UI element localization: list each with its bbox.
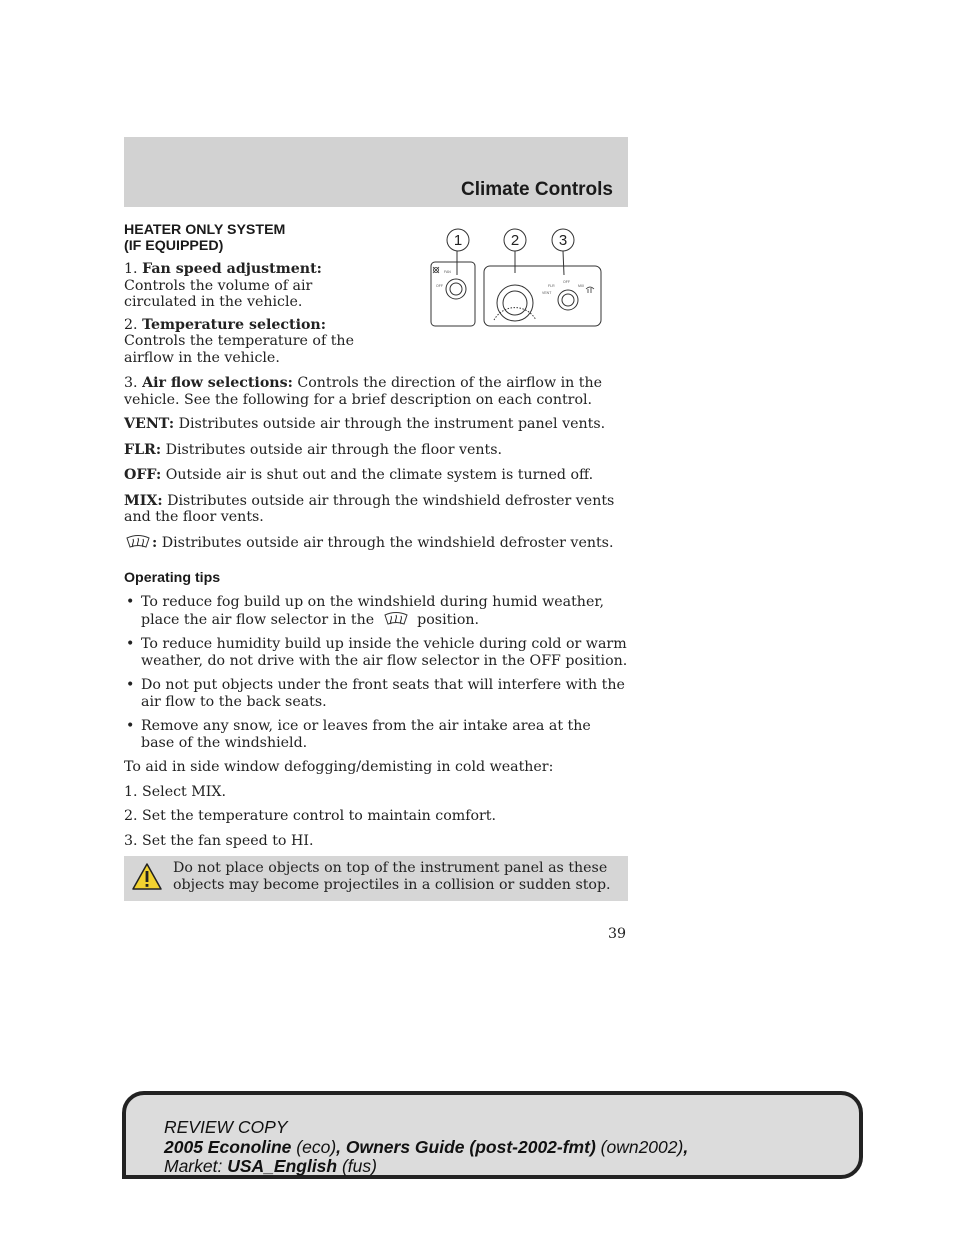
fan-symbol-icon [433, 267, 439, 273]
fan-knob [446, 279, 466, 299]
footer-text: REVIEW COPY 2005 Econoline (eco), Owners Guide (post-2002-fmt) (own2002), Market: USA_English (fus) [164, 1117, 689, 1176]
airflow-block [124, 375, 628, 551]
svg-text:2: 2 [510, 232, 520, 249]
mode-defrost: : Distributes outside air through the windshield defroster vents. [124, 534, 628, 552]
warning-text: Do not place objects on top of the instrument panel as these objects may become projectiles in a collision or sudden stop. [173, 860, 611, 893]
mode-off: OFF: Outside air is shut out and the climate system is turned off. [124, 467, 594, 483]
mode-vent: VENT: Distributes outside air through the instrument panel vents. [124, 416, 606, 432]
temperature-knob [497, 285, 533, 321]
svg-text:OFF: OFF [436, 284, 443, 288]
page-number: 39 [608, 926, 627, 942]
defrost-icon [379, 611, 413, 627]
defog-step-3: 3. Set the fan speed to HI. [124, 832, 314, 849]
warning-triangle-icon [131, 862, 163, 892]
svg-text:1: 1 [453, 232, 463, 249]
system-heading: HEATER ONLY SYSTEM (IF EQUIPPED) [124, 222, 286, 254]
svg-text:VENT: VENT [542, 291, 552, 295]
review-copy-footer [122, 1091, 863, 1179]
intro-block [124, 222, 414, 366]
section-header-band [124, 137, 628, 207]
mode-mix: MIX: Distributes outside air through the windshield defroster vents and the floor vents. [124, 492, 615, 525]
tip-fog: • To reduce fog build up on the windshield during humid weather, place the air flow selector in the position. [126, 594, 605, 628]
defog-intro: To aid in side window defogging/demisting in cold weather: [124, 759, 554, 775]
heater-controls-diagram [428, 225, 606, 330]
item-temperature: 2. Temperature selection: Controls the temperature of the airflow in the vehicle. [124, 316, 354, 366]
defog-step-2: 2. Set the temperature control to maintain comfort. [124, 808, 497, 824]
item-fan-speed: 1. Fan speed adjustment: Controls the volume of air circulated in the vehicle. [124, 261, 322, 310]
tip-humidity: • To reduce humidity build up inside the vehicle during cold or warm weather, do not drive with the air flow selector in the OFF position. [126, 636, 628, 669]
temp-airflow-panel [484, 266, 601, 326]
tip-seats: • Do not put objects under the front seats that will interfere with the air flow to the back seats. [126, 677, 625, 710]
svg-text:MIX: MIX [578, 284, 585, 288]
defrost-icon [124, 534, 152, 550]
defrost-symbol-icon [586, 287, 594, 293]
tip-intake: • Remove any snow, ice or leaves from the air intake area at the base of the windshield. [126, 718, 591, 751]
airflow-knob [558, 290, 578, 310]
svg-text:3: 3 [558, 232, 568, 249]
operating-tips [124, 570, 628, 849]
defog-step-1: 1. Select MIX. [124, 783, 226, 800]
svg-text:FLR: FLR [548, 284, 555, 288]
section-title: Climate Controls [460, 179, 613, 200]
item-airflow: 3. Air flow selections: Controls the direction of the airflow in the vehicle. See the following for a brief description on each control. [124, 375, 603, 408]
mode-floor: FLR: Distributes outside air through the floor vents. [124, 441, 503, 458]
warning-box [124, 856, 628, 901]
svg-text:FAN: FAN [444, 270, 451, 274]
tips-heading: Operating tips [124, 570, 221, 586]
svg-text:OFF: OFF [563, 280, 570, 284]
